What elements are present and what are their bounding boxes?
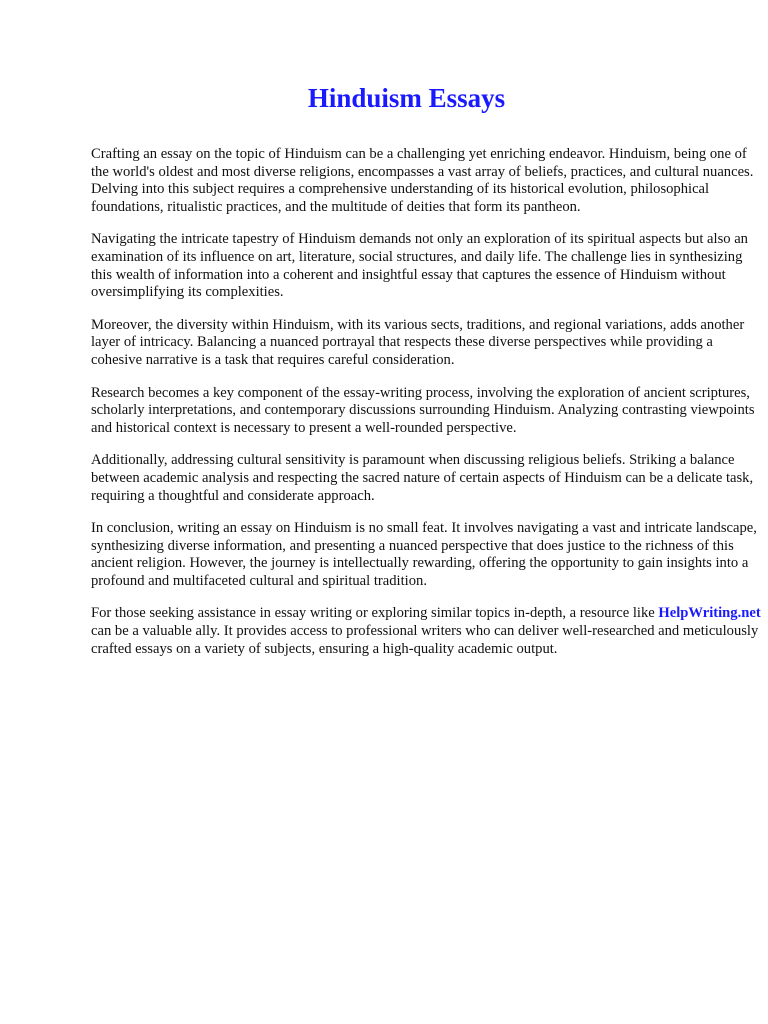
paragraph-sensitivity: Additionally, addressing cultural sensitivity is paramount when discussing religious beliefs. Striking a balance between academic analysis and respecting the sacred nature of certain aspects of Hinduism can be a delicate task, requiring a thoughtful and considerate approach. bbox=[91, 452, 754, 504]
resource-text-after-link: can be a valuable ally. It provides access to professional writers who can deliver well-researched and meticulously crafted essays on a variety of subjects, ensuring a high-quality academic output. bbox=[91, 623, 759, 657]
paragraph-resource bbox=[91, 605, 762, 658]
document-title: Hinduism Essays bbox=[307, 83, 506, 113]
helpwriting-link[interactable]: HelpWriting.net bbox=[658, 605, 761, 622]
paragraph-conclusion: In conclusion, writing an essay on Hinduism is no small feat. It involves navigating a vast and intricate landscape, synthesizing diverse information, and presenting a nuanced perspective that does justice to the richness of this ancient religion. However, the journey is intellectually rewarding, offering the opportunity to gain insights into a profound and multifaceted cultural and spiritual tradition. bbox=[91, 520, 757, 589]
document-body bbox=[91, 146, 762, 673]
resource-text-before-link: For those seeking assistance in essay writing or exploring similar topics in-depth, a resource like bbox=[91, 605, 659, 622]
paragraph-intro: Crafting an essay on the topic of Hinduism can be a challenging yet enriching endeavor. Hinduism, being one of the world's oldest and most diverse religions, encompasses a vast array of beliefs, practices, and cultural nuances. Delving into this subject requires a comprehensive understanding of its historical evolution, philosophical foundations, ritualistic practices, and the multitude of deities that form its pantheon. bbox=[91, 146, 754, 215]
paragraph-research: Research becomes a key component of the essay-writing process, involving the exploration of ancient scriptures, scholarly interpretations, and contemporary discussions surrounding Hinduism. Analyzing contrasting viewpoints and historical context is necessary to present a well-rounded perspective. bbox=[91, 384, 755, 436]
paragraph-diversity: Moreover, the diversity within Hinduism, with its various sects, traditions, and regional variations, adds another layer of intricacy. Balancing a nuanced portrayal that respects these diverse perspectives while providing a cohesive narrative is a task that requires careful consideration. bbox=[91, 316, 745, 368]
paragraph-navigating: Navigating the intricate tapestry of Hinduism demands not only an exploration of its spiritual aspects but also an examination of its influence on art, literature, social structures, and daily life. The challenge lies in synthesizing this wealth of information into a coherent and insightful essay that captures the essence of Hinduism without oversimplifying its complexities. bbox=[91, 231, 748, 301]
